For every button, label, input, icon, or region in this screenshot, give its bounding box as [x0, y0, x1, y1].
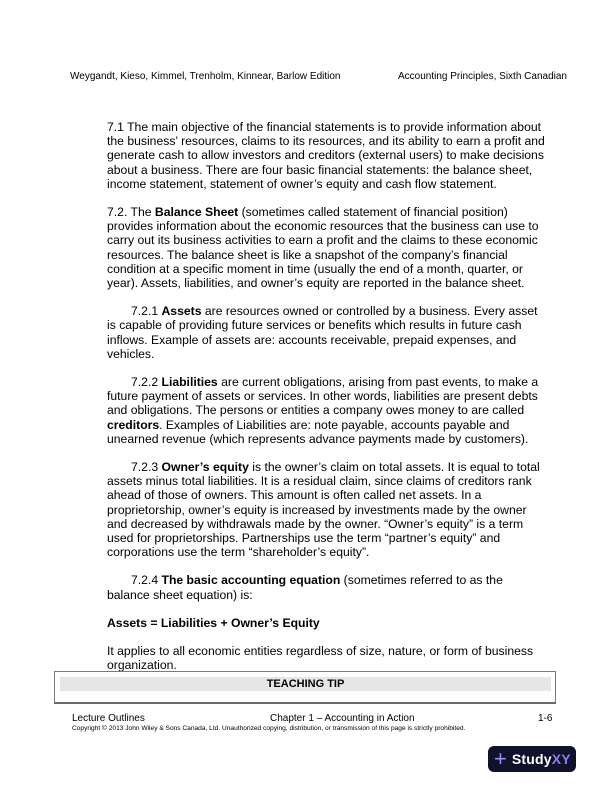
term-creditors: creditors — [107, 417, 160, 432]
plus-icon: + — [494, 746, 507, 771]
copyright-notice: Copyright © 2013 John Wiley & Sons Canada, Ltd. Unauthorized copying, distribution, or transmission of this page is strictly prohibited. — [72, 725, 466, 732]
applies-paragraph: It applies to all economic entities regardless of size, nature, or form of business organization. — [107, 644, 534, 673]
term-balance-sheet: Balance Sheet — [154, 205, 239, 220]
term-liabilities: Liabilities — [161, 375, 218, 390]
document-body — [107, 120, 547, 687]
header-book-title: Accounting Principles, Sixth Canadian — [398, 71, 567, 82]
section-7-2-1: 7.2.1 Assets are resources owned or controlled by a business. Every asset is capable of providing future services or benefits which results in future cash inflows. Example of assets are: accounts receivable, prepaid expenses, and vehicles. — [107, 304, 538, 361]
section-7-2-3: 7.2.3 Owner’s equity is the owner’s claim on total assets. It is equal to total assets minus total liabilities. It is a residual claim, since claims of creditors rank ahead of those of owners. This amount is often called net assets. In a proprietorship, owner’s equity is increased by investments made by the owner and decreased by withdrawals made by the owner. “Owner’s equity” is a term used for proprietorships. Partnerships use the term “partner’s equity” and corporations use the term “shareholder’s equity”. — [107, 460, 540, 560]
footer-left: Lecture Outlines — [72, 713, 145, 724]
term-owners-equity: Owner’s equity — [161, 460, 249, 475]
section-7-1: 7.1 The main objective of the financial statements is to provide information about the business’ resources, claims to its resources, and its ability to earn a profit and generate cash to allow investors and creditors (external users) to make decisions about a business. There are four basic financial statements: the balance sheet, income statement, statement of owner’s equity and cash flow statement. — [107, 120, 545, 191]
teaching-tip-box — [54, 671, 556, 704]
footer-chapter: Chapter 1 – Accounting in Action — [270, 713, 415, 724]
term-accounting-equation: The basic accounting equation — [161, 573, 341, 588]
teaching-tip-title: TEACHING TIP — [60, 677, 551, 691]
section-7-2-2: 7.2.2 Liabilities are current obligations, arising from past events, to make a future payment of assets or services. In other words, liabilities are present debts and obligations. The persons or entities a company owes money to are called creditors. Examples of Liabilities are: note payable, accounts payable and unearned revenue (which represents advance payments made by customers). — [107, 375, 539, 446]
accounting-equation: Assets = Liabilities + Owner’s Equity — [107, 615, 320, 630]
term-assets: Assets — [161, 304, 202, 319]
studyxy-badge[interactable] — [488, 746, 576, 772]
section-7-2: 7.2. The Balance Sheet (sometimes called statement of financial position) provides information about the economic resources that the business can use to carry out its business activities to earn a profit and the claims to these economic resources. The balance sheet is like a snapshot of the company’s financial condition at a specific moment in time (usually the end of a month, quarter, or year). Assets, liabilities, and owner’s equity are reported in the balance sheet. — [107, 205, 539, 291]
header-authors: Weygandt, Kieso, Kimmel, Trenholm, Kinnear, Barlow Edition — [70, 71, 341, 82]
page-number: 1-6 — [538, 713, 553, 724]
section-7-2-4: 7.2.4 The basic accounting equation (sometimes referred to as the balance sheet equation) is: — [107, 573, 503, 602]
badge-logo-text: StudyXY — [511, 751, 571, 767]
